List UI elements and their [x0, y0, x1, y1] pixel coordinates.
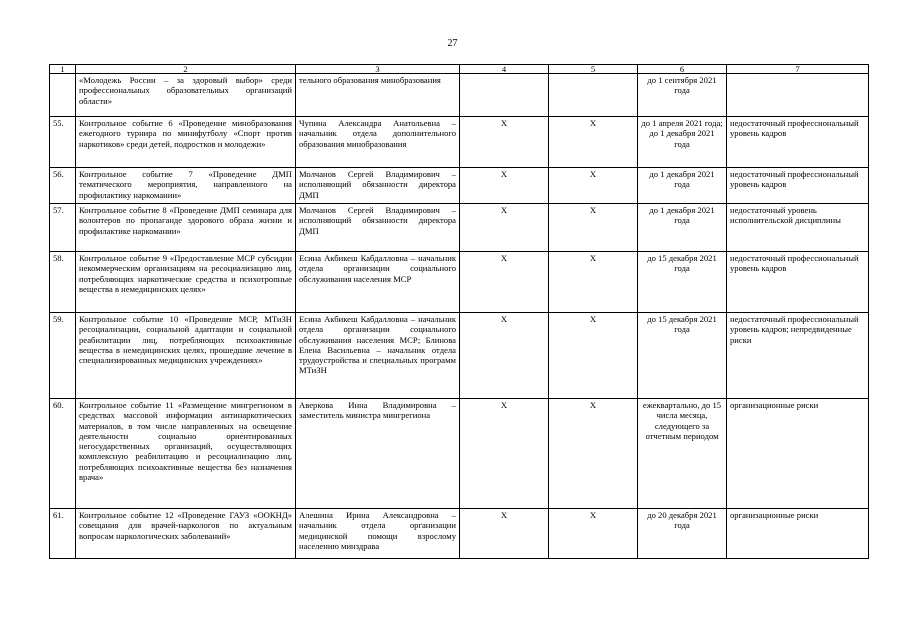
event-cell: Контрольное событие 11 «Размещение мингрегионом в средствах массовой информации антинаркотических материалов, в том числе направленных на освещение деятельности социально ориентированных негосударственных организаций, осуществляющих комплексную реабилитацию и ресоциализацию лиц, потребляющих психоактивные вещества без назначения врача» — [76, 399, 296, 509]
responsible-cell: Молчанов Сергей Владимирович – исполняющий обязанности директора ДМП — [296, 168, 460, 204]
event-cell: Контрольное событие 6 «Проведение минобразования ежегодного турнира по минифутболу «Спорт против наркотиков» среди детей, подростков и молодежи» — [76, 117, 296, 168]
header-cell: 4 — [460, 65, 549, 74]
event-cell: Контрольное событие 10 «Проведение МСР, МТиЗН ресоциализации, социальной адаптации и социальной реабилитации лиц, потребляющих психоактивные вещества в немедицинских целях, прошедшие лечение в специализированных медицинских учреждениях» — [76, 313, 296, 399]
table-row — [50, 168, 869, 204]
risk-cell: организационные риски — [727, 509, 869, 559]
column-5-cell: Х — [549, 399, 638, 509]
column-4-cell: Х — [460, 252, 549, 313]
column-5-cell: Х — [549, 117, 638, 168]
column-number-header — [50, 65, 869, 74]
row-number — [50, 74, 76, 117]
column-5-cell: Х — [549, 252, 638, 313]
table-row — [50, 204, 869, 252]
event-cell: Контрольное событие 9 «Предоставление МСР субсидии некоммерческим организациям на ресоциализацию лиц, потребляющих наркотические средства и психотропные вещества в немедицинских целях» — [76, 252, 296, 313]
risk-cell: недостаточный профессиональный уровень кадров — [727, 252, 869, 313]
deadline-cell: до 1 апреля 2021 года; до 1 декабря 2021 года — [638, 117, 727, 168]
deadline-cell: до 20 декабря 2021 года — [638, 509, 727, 559]
column-4-cell: Х — [460, 204, 549, 252]
event-cell: «Молодежь России – за здоровый выбор» среди профессиональных образовательных организаций области» — [76, 74, 296, 117]
control-events-table — [49, 64, 869, 559]
column-5-cell: Х — [549, 204, 638, 252]
column-4-cell: Х — [460, 168, 549, 204]
table-row — [50, 313, 869, 399]
responsible-cell: Есина Акбикеш Кабдалловна – начальник отдела организации социального обслуживания населения МСР — [296, 252, 460, 313]
responsible-cell: Аверкова Инна Владимировна – заместитель министра мингрегиона — [296, 399, 460, 509]
table-row — [50, 74, 869, 117]
row-number: 59. — [50, 313, 76, 399]
deadline-cell: ежеквартально, до 15 числа месяца, следующего за отчетным периодом — [638, 399, 727, 509]
deadline-cell: до 15 декабря 2021 года — [638, 252, 727, 313]
table-row — [50, 399, 869, 509]
row-number: 56. — [50, 168, 76, 204]
event-cell: Контрольное событие 12 «Проведение ГАУЗ «ООКНД» совещания для врачей-наркологов по актуальным вопросам наркологических заболеваний» — [76, 509, 296, 559]
risk-cell: недостаточный уровень исполнительской дисциплины — [727, 204, 869, 252]
responsible-cell: Есина Акбикеш Кабдалловна – начальник отдела организации социального обслуживания населения МСР; Блинова Елена Васильевна – начальник отдела трудоустройства и специальных программ МТиЗН — [296, 313, 460, 399]
responsible-cell: Чупина Александра Анатольевна – начальник отдела дополнительного образования минобразования — [296, 117, 460, 168]
column-5-cell — [549, 74, 638, 117]
deadline-cell: до 1 декабря 2021 года — [638, 168, 727, 204]
risk-cell — [727, 74, 869, 117]
risk-cell: недостаточный профессиональный уровень кадров — [727, 168, 869, 204]
header-cell: 7 — [727, 65, 869, 74]
row-number: 58. — [50, 252, 76, 313]
column-5-cell: Х — [549, 168, 638, 204]
row-number: 60. — [50, 399, 76, 509]
risk-cell: организационные риски — [727, 399, 869, 509]
row-number: 55. — [50, 117, 76, 168]
header-cell: 5 — [549, 65, 638, 74]
header-cell: 2 — [76, 65, 296, 74]
row-number: 57. — [50, 204, 76, 252]
responsible-cell: Алешина Ирина Александровна – начальник отдела организации медицинской помощи взрослому населению минздрава — [296, 509, 460, 559]
column-4-cell: Х — [460, 313, 549, 399]
column-4-cell — [460, 74, 549, 117]
header-cell: 1 — [50, 65, 76, 74]
deadline-cell: до 15 декабря 2021 года — [638, 313, 727, 399]
table-row — [50, 509, 869, 559]
header-cell: 3 — [296, 65, 460, 74]
header-cell: 6 — [638, 65, 727, 74]
risk-cell: недостаточный профессиональный уровень кадров — [727, 117, 869, 168]
table-row — [50, 252, 869, 313]
responsible-cell: Молчанов Сергей Владимирович – исполняющий обязанности директора ДМП — [296, 204, 460, 252]
risk-cell: недостаточный профессиональный уровень кадров; непредвиденные риски — [727, 313, 869, 399]
responsible-cell: тельного образования минобразования — [296, 74, 460, 117]
row-number: 61. — [50, 509, 76, 559]
column-5-cell: Х — [549, 509, 638, 559]
column-4-cell: Х — [460, 399, 549, 509]
table-row — [50, 117, 869, 168]
event-cell: Контрольное событие 8 «Проведение ДМП семинара для волонтеров по пропаганде здорового образа жизни и профилактике наркомании» — [76, 204, 296, 252]
page-number: 27 — [447, 38, 458, 49]
deadline-cell: до 1 сентября 2021 года — [638, 74, 727, 117]
deadline-cell: до 1 декабря 2021 года — [638, 204, 727, 252]
column-5-cell: Х — [549, 313, 638, 399]
column-4-cell: Х — [460, 509, 549, 559]
column-4-cell: Х — [460, 117, 549, 168]
event-cell: Контрольное событие 7 «Проведение ДМП тематического мероприятия, направленного на профилактику наркомании» — [76, 168, 296, 204]
